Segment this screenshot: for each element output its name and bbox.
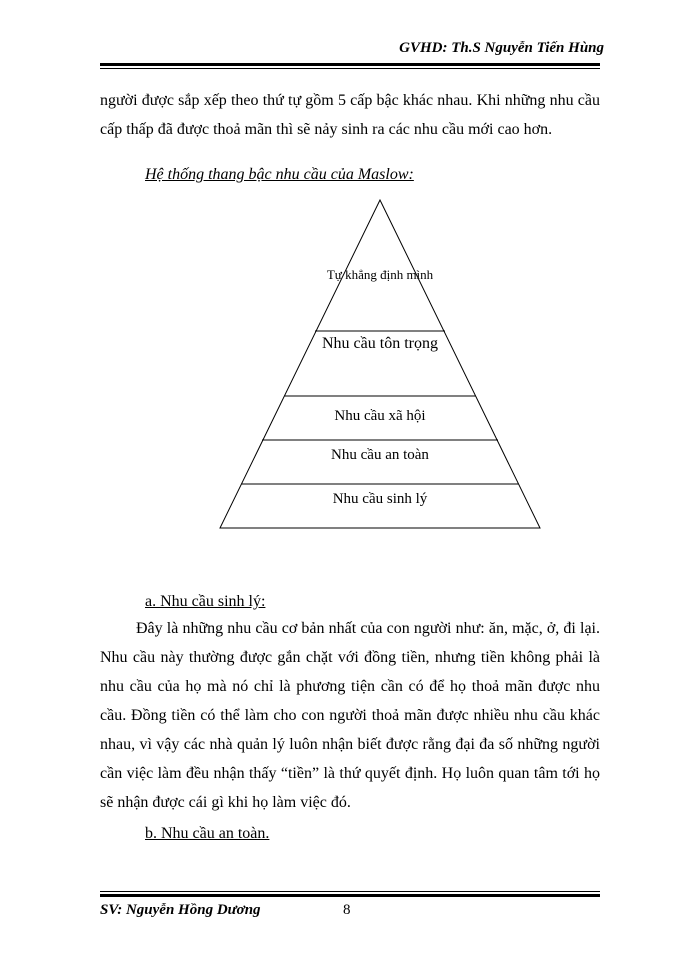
- page-number: 8: [343, 902, 351, 918]
- tier-physiological: Nhu cầu sinh lý: [332, 491, 428, 507]
- tier-safety: Nhu cầu an toàn: [331, 447, 429, 463]
- tier-esteem: Nhu cầu tôn trọng: [322, 335, 438, 352]
- diagram-caption: Hệ thống thang bậc nhu cầu của Maslow:: [145, 166, 414, 183]
- tier-social: Nhu cầu xã hội: [334, 408, 426, 424]
- footer-rule-thin: [100, 891, 600, 892]
- footer-rule-thick: [100, 894, 600, 897]
- pyramid-outline: [220, 200, 540, 528]
- section-a-heading: a. Nhu cầu sinh lý:: [145, 593, 266, 610]
- footer-author: SV: Nguyễn Hồng Dương: [100, 902, 261, 918]
- section-b-heading: b. Nhu cầu an toàn.: [145, 825, 270, 842]
- page-header: GVHD: Th.S Nguyễn Tiến Hùng: [399, 40, 604, 56]
- intro-paragraph: người được sắp xếp theo thứ tự gồm 5 cấp bậc khác nhau. Khi những nhu cầu cấp thấp đã được thoả mãn thì sẽ nảy sinh ra các nhu cầu mới cao hơn.: [100, 92, 600, 138]
- tier-self-actualization: Tự khẳng định mình: [326, 267, 434, 282]
- section-a-body: Đây là những nhu cầu cơ bản nhất của con người như: ăn, mặc, ở, đi lại. Nhu cầu này thường được gắn chặt với đồng tiền, nhưng tiền không phải là nhu cầu của họ mà nó chỉ là phương tiện cần có để họ thoả mãn được nhu cầu. Đồng tiền có thể làm cho con người thoả mãn được nhiều nhu cầu khác nhau, vì vậy các nhà quản lý luôn nhận biết được rằng đại đa số những người cần việc làm đều nhận thấy “tiền” là thứ quyết định. Họ luôn quan tâm tới họ sẽ nhận được cái gì khi họ làm việc đó.: [100, 620, 600, 811]
